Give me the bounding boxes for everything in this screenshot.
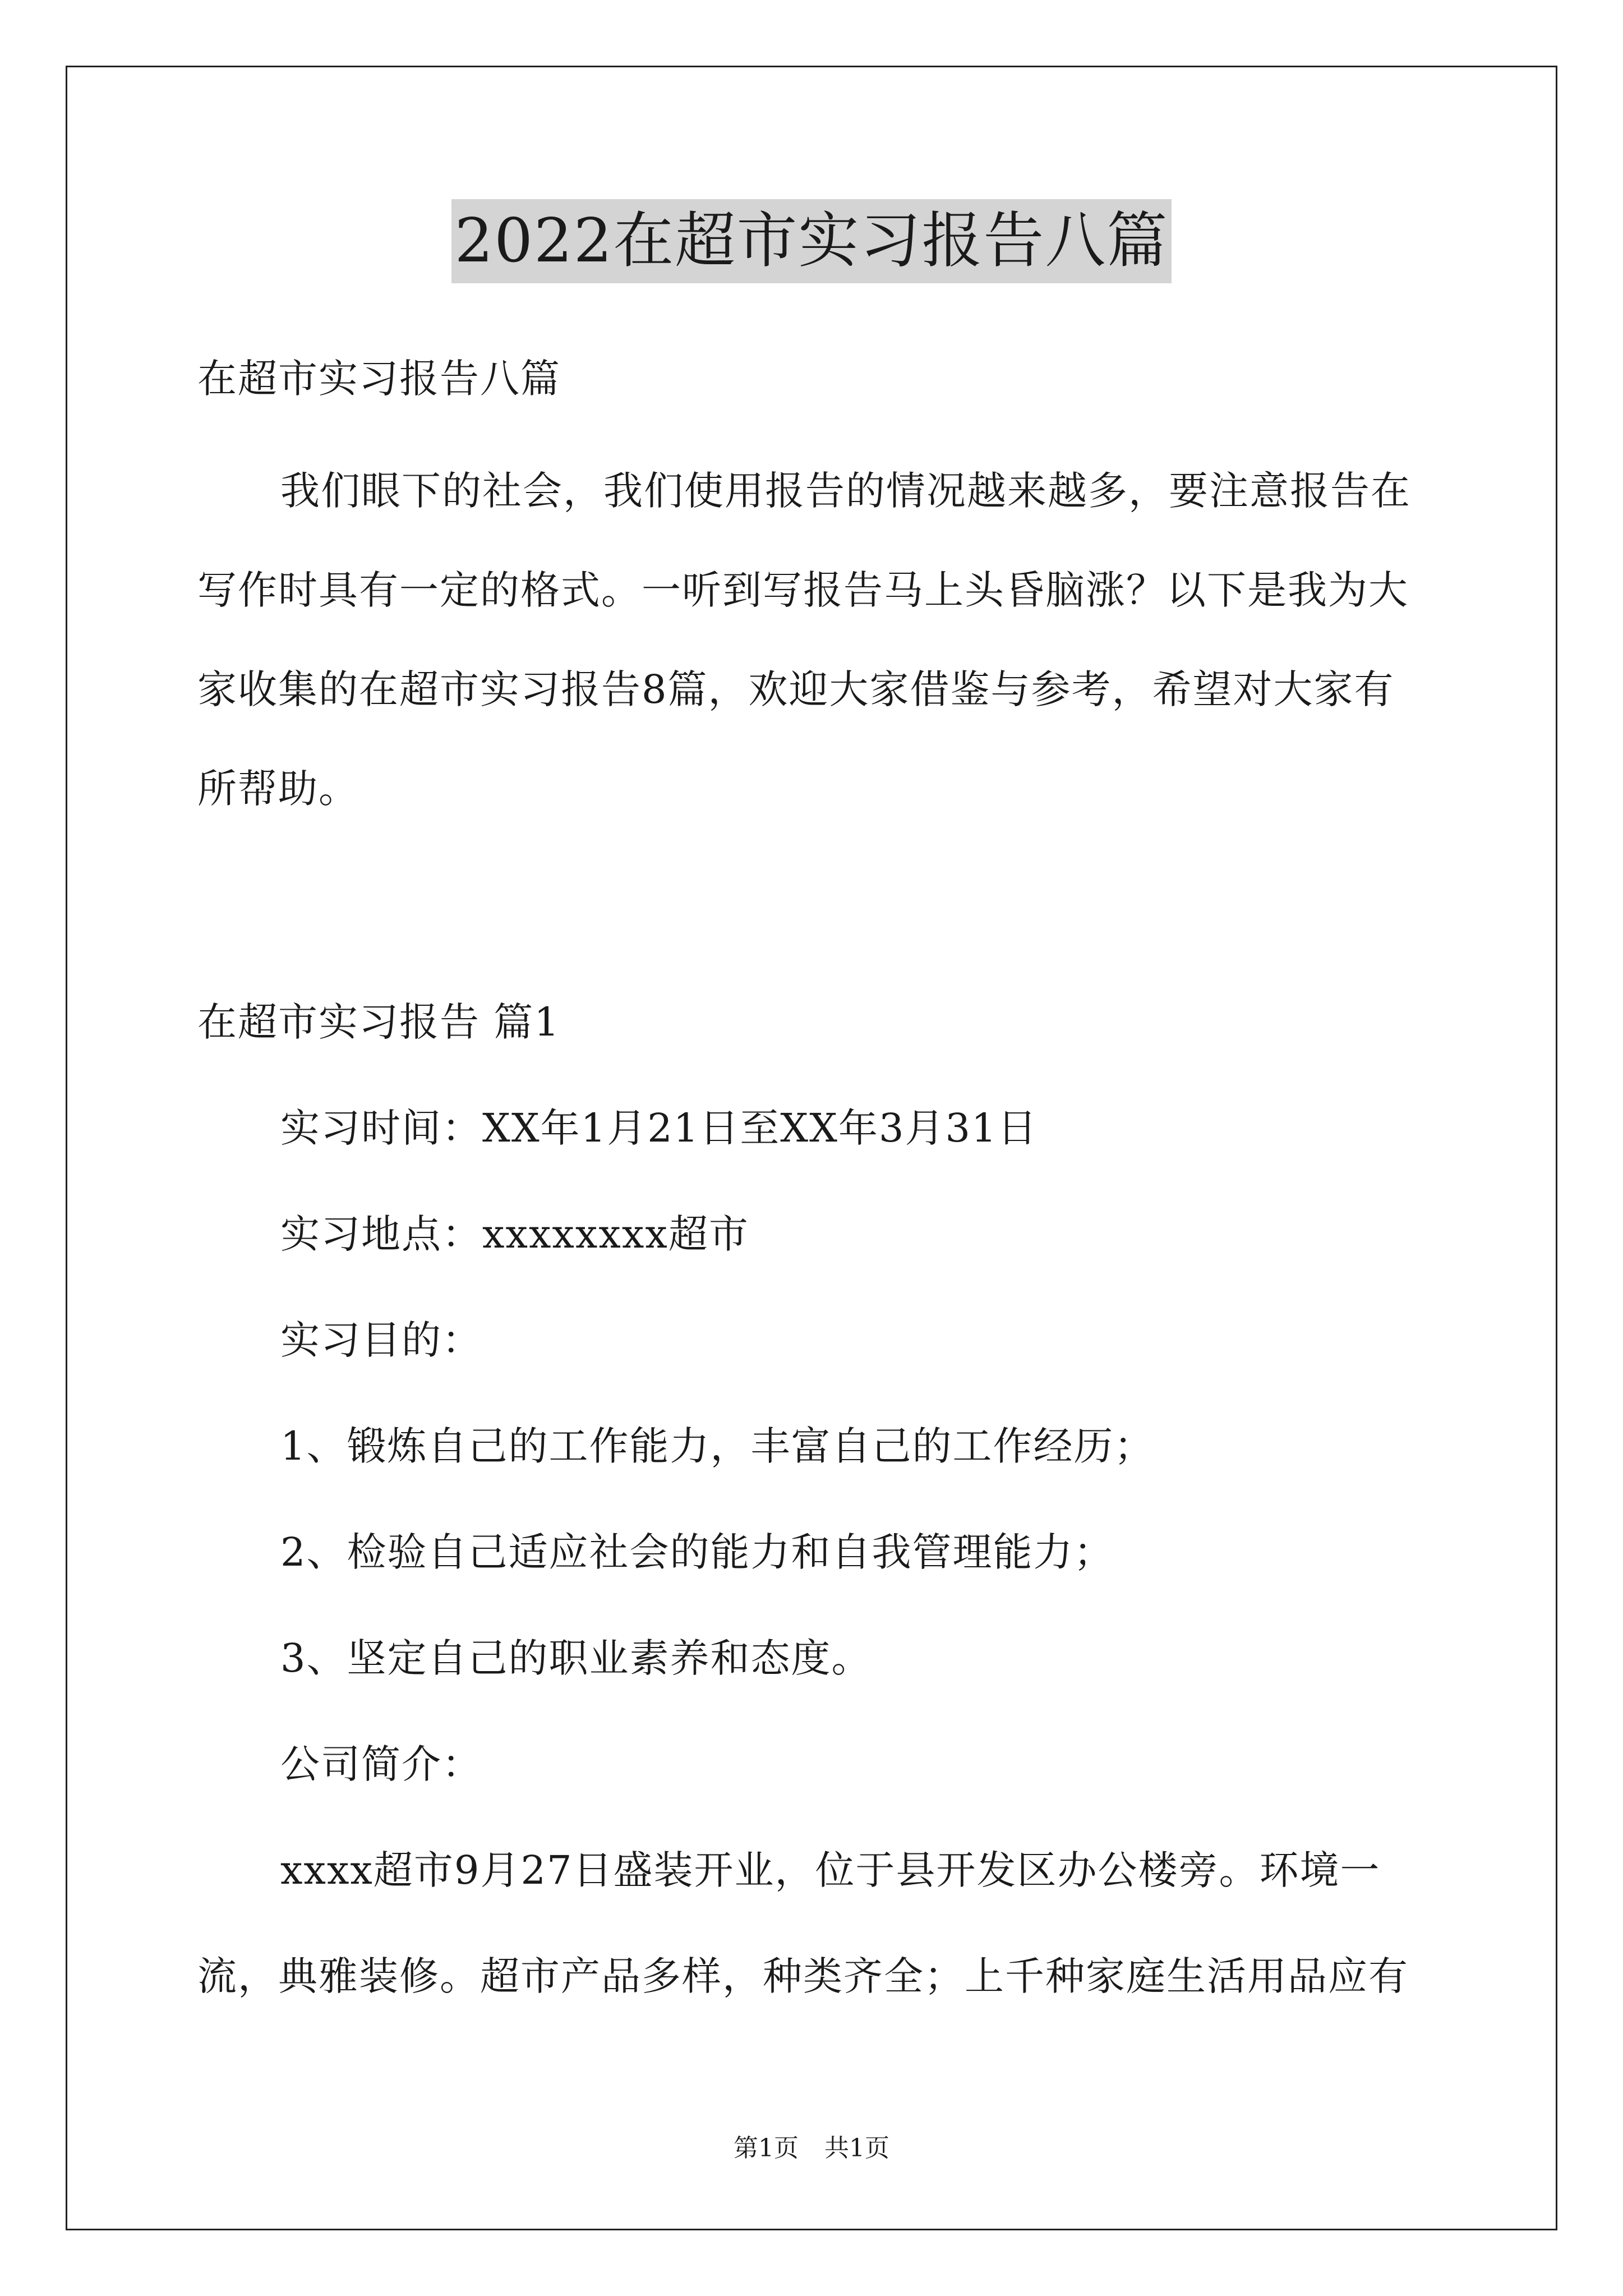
intro-line: 写作时具有一定的格式。一听到写报告马上头昏脑涨？以下是我为大 <box>197 567 1409 613</box>
intro-line: 我们眼下的社会，我们使用报告的情况越来越多，要注意报告在 <box>280 468 1411 514</box>
list-item: 3、坚定自己的职业素养和态度。 <box>280 1635 872 1681</box>
section-heading: 在超市实习报告 篇1 <box>197 999 560 1045</box>
page-total: 共1页 <box>824 2134 889 2162</box>
document-title: 2022在超市实习报告八篇 <box>451 199 1172 283</box>
list-item: 1、锻炼自己的工作能力，丰富自己的工作经历； <box>280 1423 1155 1469</box>
page-footer <box>0 2132 1623 2165</box>
body-line: 实习时间：XX年1月21日至XX年3月31日 <box>280 1105 1038 1151</box>
subtitle: 在超市实习报告八篇 <box>197 356 561 402</box>
body-line: 公司简介： <box>280 1741 482 1787</box>
title-container <box>0 199 1623 283</box>
page-number: 第1页 <box>734 2134 799 2162</box>
body-line: 流，典雅装修。超市产品多样，种类齐全；上千种家庭生活用品应有 <box>197 1953 1409 1999</box>
body-line: xxxx超市9月27日盛装开业，位于县开发区办公楼旁。环境一 <box>280 1847 1381 1893</box>
intro-line: 所帮助。 <box>197 766 359 812</box>
list-item: 2、检验自己适应社会的能力和自我管理能力； <box>280 1529 1114 1575</box>
intro-line: 家收集的在超市实习报告8篇，欢迎大家借鉴与参考，希望对大家有 <box>197 666 1395 712</box>
body-line: 实习地点：xxxxxxxx超市 <box>280 1211 749 1257</box>
body-line: 实习目的： <box>280 1317 482 1363</box>
